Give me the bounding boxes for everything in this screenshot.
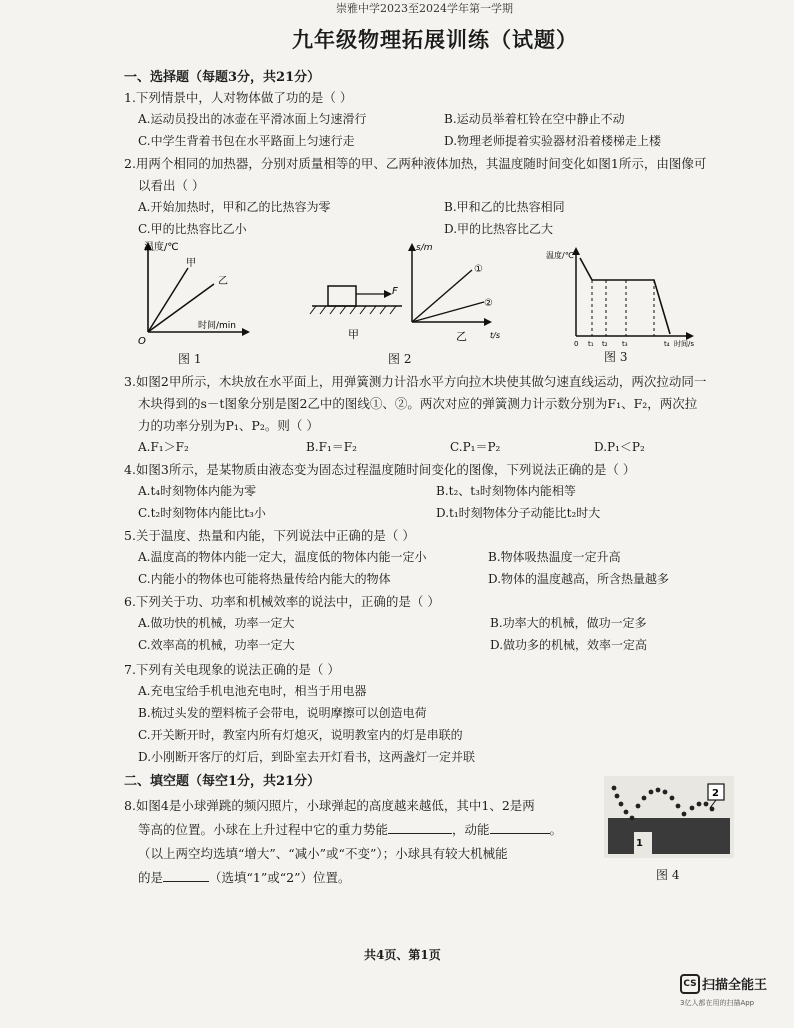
q8-line4-text-b: （选填“1”或“2”）位置。 [209,870,351,885]
fig1-origin: O [138,336,146,347]
fig2-left-caption: 甲 [348,328,359,341]
figure-4-caption: 图 4 [656,868,680,882]
fig1-line-jia [148,268,188,332]
q7-option-d: D.小刚断开客厅的灯后，到卧室去开灯看书，这两盏灯一定并联 [138,750,476,764]
q2-stem-line1: 2.用两个相同的加热器，分别对质量相等的甲、乙两种液体加热，其温度随时间变化如图1所示，由图像可 [124,156,707,171]
q5-option-c: C.内能小的物体也可能将热量传给内能大的物体 [138,572,391,586]
q8-line4-text-a: 的是 [138,870,164,885]
q3-option-a: A.F₁＞F₂ [138,440,189,454]
q3-stem-line2: 木块得到的s－t图象分别是图2乙中的图线①、②。两次对应的弹簧测力计示数分别为F₁、F₂，两次拉 [138,396,698,411]
fig3-ylabel: 温度/℃ [546,251,574,260]
q1-option-a: A.运动员投出的冰壶在平滑冰面上匀速滑行 [138,112,367,126]
fig4-pos2-label: 2 [712,788,719,799]
fig2-xlabel: t/s [490,331,500,340]
q8-blank-kinetic-energy[interactable] [490,821,550,834]
fig3-tick-t1: t₁ [588,340,594,348]
fig2-line2-label: ② [484,298,493,309]
q5-option-a: A.温度高的物体内能一定大，温度低的物体内能一定小 [138,550,427,564]
q3-stem-line3: 力的功率分别为P₁、P₂。则（ ） [138,418,319,433]
q8-line2-text-a: 等高的位置。小球在上升过程中它的重力势能 [138,822,389,837]
figure-2-graph [306,240,502,348]
page-footer: 共4页、第1页 [364,948,441,962]
q3-option-b: B.F₁＝F₂ [306,440,357,454]
q8-blank-potential-energy[interactable] [388,821,452,834]
q3-option-c: C.P₁＝P₂ [450,440,501,454]
fig4-pos1-label: 1 [636,838,643,849]
q2-stem-line2: 以看出（ ） [138,178,205,193]
q6-option-c: C.效率高的机械，功率一定大 [138,638,295,652]
q5-stem: 5.关于温度、热量和内能，下列说法中正确的是（ ） [124,528,415,543]
figure-3-graph [544,244,694,348]
figure-1-caption: 图 1 [178,352,202,366]
fig3-xlabel: 时间/s [674,340,694,348]
q3-stem-line1: 3.如图2甲所示，木块放在水平面上，用弹簧测力计沿水平方向拉木块使其做匀速直线运动，两次拉动同一 [124,374,707,389]
q2-option-a: A.开始加热时，甲和乙的比热容为零 [138,200,331,214]
q4-stem: 4.如图3所示，是某物质由液态变为固态过程温度随时间变化的图像，下列说法正确的是（ ） [124,462,636,477]
q1-option-b: B.运动员举着杠铃在空中静止不动 [444,112,625,126]
q8-line4 [138,868,350,886]
section-choice-heading: 一、选择题（每题3分，共21分） [124,70,321,85]
q7-option-b: B.梳过头发的塑料梳子会带电，说明摩擦可以创造电荷 [138,706,427,720]
fig2-force-label: F [392,286,398,297]
watermark-app-name: 扫描全能王 [702,978,768,993]
q4-option-c: C.t₂时刻物体内能比t₃小 [138,506,266,520]
q6-stem: 6.下列关于功、功率和机械效率的说法中，正确的是（ ） [124,594,440,609]
q8-line2-text-c: 。 [549,822,563,837]
q2-option-b: B.甲和乙的比热容相同 [444,200,565,214]
section-fill-heading: 二、填空题（每空1分，共21分） [124,774,321,789]
q8-line2-text-b: ，动能 [452,822,490,837]
fig2-ylabel: s/m [416,243,433,253]
camscanner-logo-icon: CS [680,974,700,994]
q6-option-b: B.功率大的机械，做功一定多 [490,616,647,630]
q8-line3: （以上两空均选填“增大”、“减小”或“不变”）；小球具有较大机械能 [138,846,508,861]
q6-option-d: D.做功多的机械，效率一定高 [490,638,648,652]
q8-line2 [138,820,562,838]
fig2-line1-label: ① [474,264,483,275]
q6-option-a: A.做功快的机械，功率一定大 [138,616,295,630]
q4-option-a: A.t₄时刻物体内能为零 [138,484,257,498]
figure-1-graph [134,240,254,348]
q4-option-b: B.t₂、t₃时刻物体内能相等 [436,484,576,498]
fig1-label-jia: 甲 [186,258,196,269]
watermark-tagline: 3亿人都在用的扫描App [680,999,755,1007]
figure-2-caption: 图 2 [388,352,412,366]
q5-option-d: D.物体的温度越高，所含热量越多 [488,572,670,586]
q7-option-c: C.开关断开时，教室内所有灯熄灭，说明教室内的灯是串联的 [138,728,463,742]
page-title: 九年级物理拓展训练（试题） [292,27,578,52]
school-header: 崇雅中学2023至2024学年第一学期 [336,2,513,15]
fig4-ground [608,818,730,854]
q1-option-c: C.中学生背着书包在水平路面上匀速行走 [138,134,355,148]
fig3-tick-t3: t₃ [622,340,628,348]
q5-option-b: B.物体吸热温度一定升高 [488,550,621,564]
q1-stem: 1.下列情景中，人对物体做了功的是（ ） [124,90,353,105]
fig3-tick-0: 0 [574,340,579,348]
fig1-label-yi: 乙 [218,276,228,287]
q3-option-d: D.P₁＜P₂ [594,440,645,454]
q1-option-d: D.物理老师提着实验器材沿着楼梯走上楼 [444,134,662,148]
fig2-right-caption: 乙 [456,330,467,343]
q2-option-c: C.甲的比热容比乙小 [138,222,247,236]
q2-option-d: D.甲的比热容比乙大 [444,222,554,236]
figure-3-caption: 图 3 [604,350,628,364]
fig3-tick-t4: t₄ [664,340,670,348]
q7-option-a: A.充电宝给手机电池充电时，相当于用电器 [138,684,367,698]
fig3-curve [580,258,670,334]
fig2-block [328,286,356,306]
fig1-xlabel: 时间/min [198,321,237,331]
fig3-tick-t2: t₂ [602,340,608,348]
fig1-ylabel: 温度/℃ [144,242,179,253]
q8-line1: 8.如图4是小球弹跳的频闪照片，小球弹起的高度越来越低，其中1、2是两 [124,798,535,813]
q8-blank-position[interactable] [163,869,209,882]
figure-4-photo [604,776,734,858]
q4-option-d: D.t₁时刻物体分子动能比t₂时大 [436,506,601,520]
q7-stem: 7.下列有关电现象的说法正确的是（ ） [124,662,340,677]
